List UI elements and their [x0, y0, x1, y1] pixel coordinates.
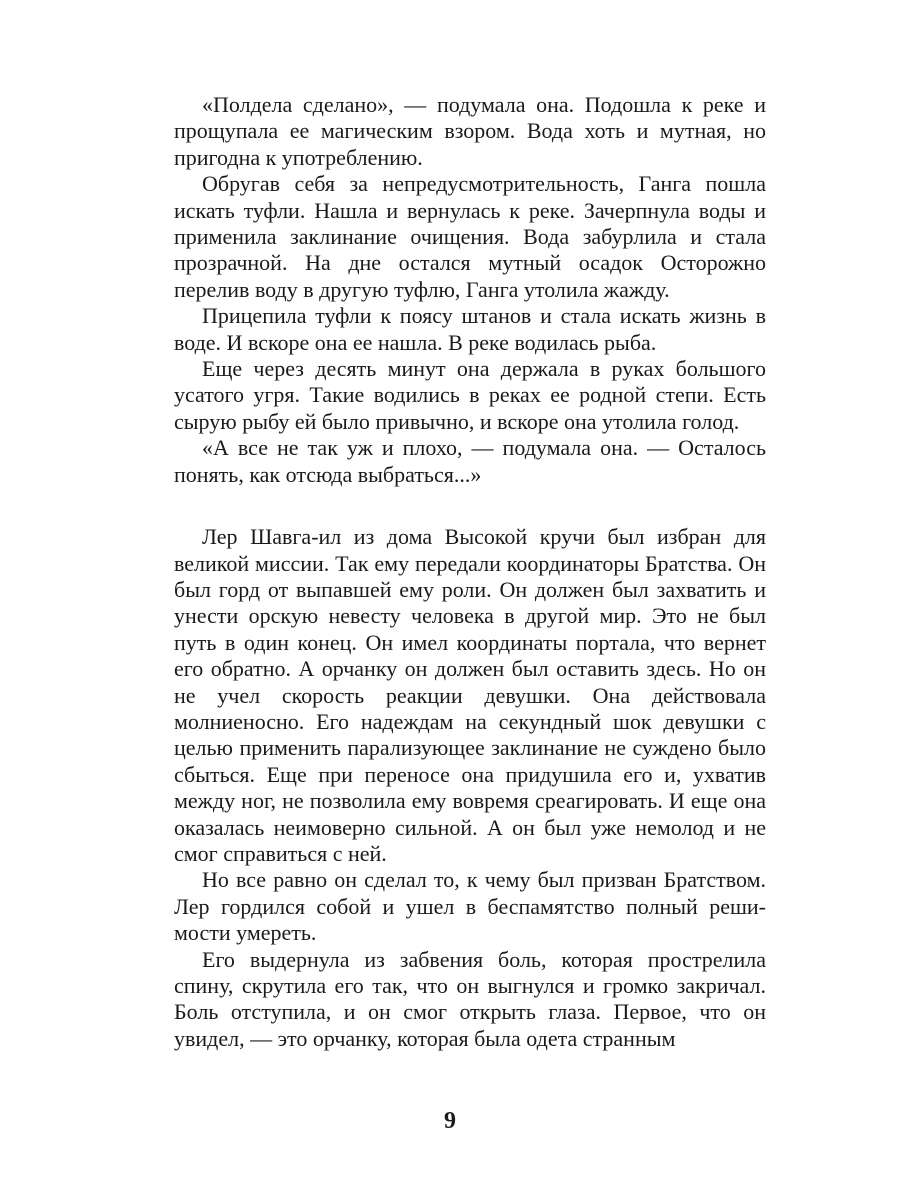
page-number: 9 — [444, 1108, 456, 1134]
paragraph: «А все не так уж и плохо, — подумала она. — Осталось понять, как отсюда выбраться...» — [174, 435, 766, 487]
paragraph: Лер Шавга-ил из дома Высокой кручи был избран для великой миссии. Так ему передали координаторы Братства. Он был горд от выпавшей ему роли. Он должен был захватить и унести орскую невесту человека в другой мир. Это не был путь в один конец. Он имел координаты портала, что вернет его обратно. А орчанку он должен был оставить здесь. Но он не учел скорость реакции девушки. Она действовала молниеносно. Его надеждам на секундный шок девушки с целью применить парализующее заклинание не суждено было сбыться. Еще при переносе она придушила его и, ухватив между ног, не позволила ему вовремя среагировать. И еще она оказалась неимоверно сильной. А он был уже немолод и не смог справиться с ней. — [174, 524, 766, 866]
paragraph: Но все равно он сделал то, к чему был призван Братством. Лер гордился собой и ушел в беспамятство полный решимости умереть. — [174, 867, 766, 946]
body-text — [174, 92, 766, 1052]
paragraph: Прицепила туфли к поясу штанов и стала искать жизнь в воде. И вскоре она ее нашла. В реке водилась рыба. — [174, 303, 766, 355]
paragraph: Его выдернула из забвения боль, которая прострелила спину, скрутила его так, что он выгнулся и громко закричал. Боль отступила, и он смог открыть глаза. Первое, что он увидел, — это орчанку, которая была одета странным — [174, 946, 766, 1051]
section-break — [174, 488, 766, 524]
paragraph: Еще через десять минут она держала в руках большого усатого угря. Такие водились в реках ее родной степи. Есть сырую рыбу ей было привычно, и вскоре она утолила голод. — [174, 356, 766, 434]
paragraph: Обругав себя за непредусмотрительность, Ганга пошла искать туфли. Нашла и вернулась к реке. Зачерпнула воды и применила заклинание очищения. Вода забурлила и стала прозрачной. На дне остался мутный осадок Осторожно перелив воду в другую туфлю, Ганга утолила жажду. — [174, 171, 766, 302]
paragraph: «Полдела сделано», — подумала она. Подошла к реке и прощупала ее магическим взором. Вода хоть и мутная, но пригодна к употреблению. — [174, 92, 766, 170]
